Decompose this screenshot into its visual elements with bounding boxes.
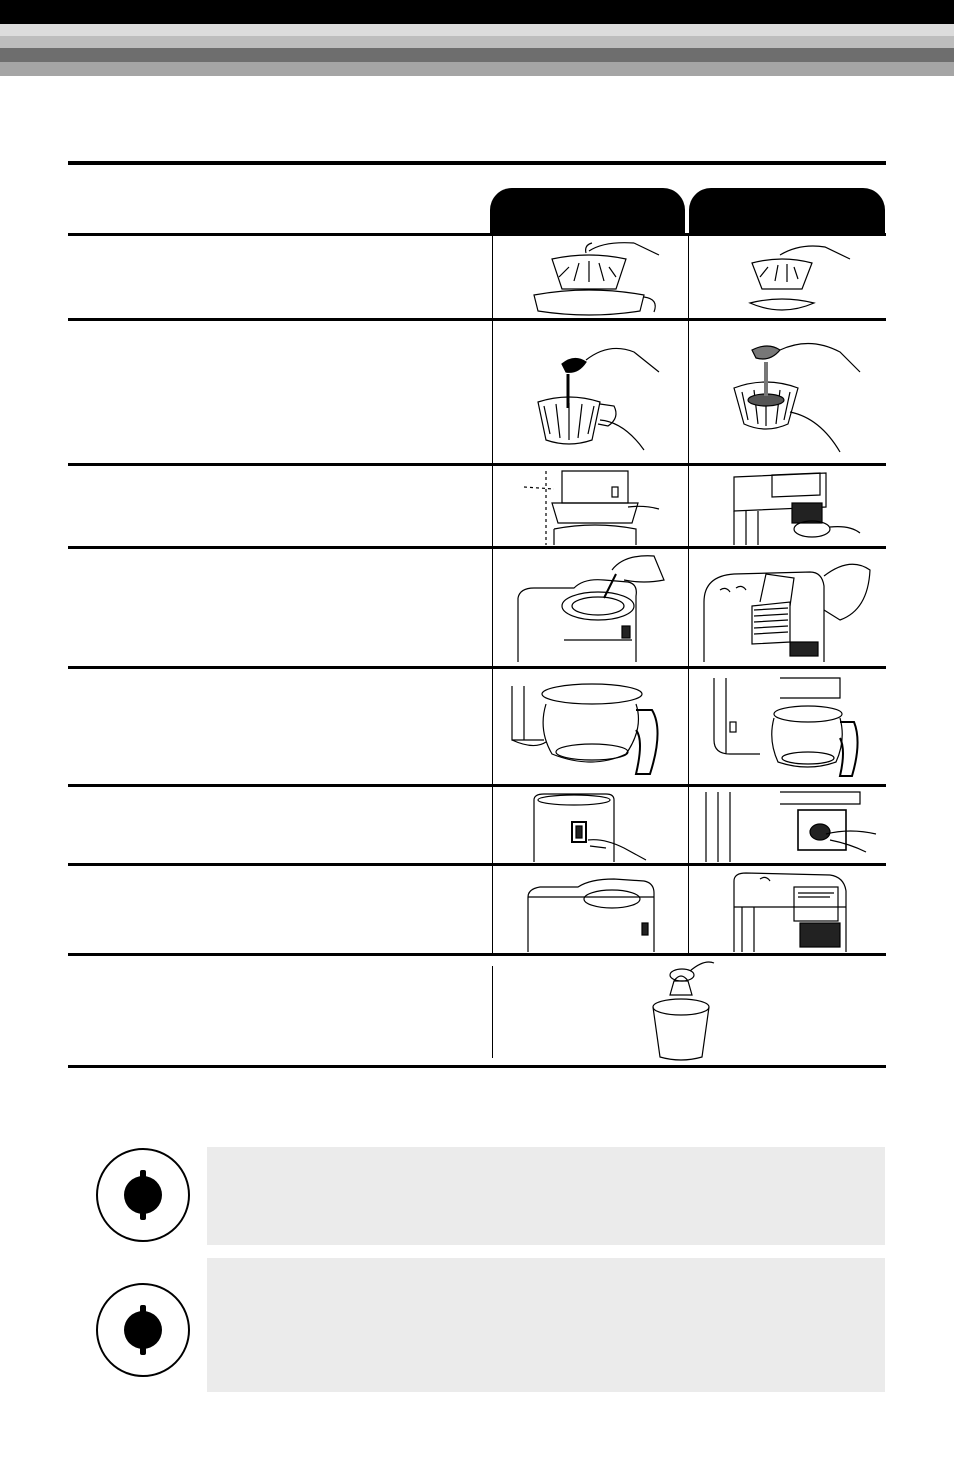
caution-icon-notch-bottom <box>140 1212 146 1220</box>
row-rule <box>68 784 886 787</box>
step-text-7 <box>70 870 485 951</box>
step-text-4 <box>70 553 485 664</box>
carafe-icon <box>494 670 687 783</box>
header-stripe-gray <box>0 62 954 76</box>
column-divider <box>688 236 689 318</box>
column-divider <box>492 966 493 1058</box>
add-coffee-icon <box>690 322 884 462</box>
column-divider <box>688 866 689 953</box>
filter-insert-icon <box>690 237 884 317</box>
column-divider <box>688 669 689 784</box>
brewer-closed-icon <box>690 867 884 952</box>
step-text-8 <box>70 960 485 1063</box>
caution-icon-notch-bottom <box>140 1347 146 1355</box>
slide-funnel-icon <box>690 467 884 545</box>
add-coffee-icon <box>494 322 687 462</box>
column-divider <box>492 549 493 666</box>
step-text-5 <box>70 673 485 782</box>
header-stripe-light <box>0 24 954 36</box>
row-rule <box>68 233 886 236</box>
caution-icon-dot <box>124 1176 162 1214</box>
switch-on-icon <box>690 788 884 862</box>
pour-water-icon <box>494 550 687 665</box>
step-text-2 <box>70 325 485 461</box>
brewer-closed-icon <box>494 867 687 952</box>
column-tab-right <box>689 188 885 233</box>
step-text-1 <box>70 240 485 316</box>
column-divider <box>688 466 689 546</box>
filter-insert-icon <box>494 237 687 317</box>
header-stripe-black <box>0 0 954 24</box>
caution-icon <box>96 1283 190 1377</box>
row-rule <box>68 863 886 866</box>
column-divider <box>492 669 493 784</box>
slide-funnel-icon <box>494 467 687 545</box>
column-divider <box>688 321 689 463</box>
column-divider <box>492 321 493 463</box>
column-divider <box>688 549 689 666</box>
switch-on-icon <box>494 788 687 862</box>
table-top-rule <box>68 161 886 165</box>
row-rule <box>68 546 886 549</box>
column-divider <box>688 787 689 863</box>
note-panel-2 <box>207 1258 885 1392</box>
open-lid-icon <box>690 550 884 665</box>
step-text-3 <box>70 470 485 544</box>
caution-icon <box>96 1148 190 1242</box>
column-tab-left <box>490 188 685 233</box>
row-rule <box>68 953 886 956</box>
step-text-6 <box>70 791 485 861</box>
carafe-icon <box>690 670 884 783</box>
header-stripe-silver <box>0 36 954 48</box>
discard-filter-icon <box>494 957 884 1063</box>
column-divider <box>492 787 493 863</box>
row-rule <box>68 666 886 669</box>
row-rule <box>68 318 886 321</box>
table-bottom-rule <box>68 1065 886 1068</box>
column-divider <box>492 866 493 953</box>
row-rule <box>68 463 886 466</box>
header-stripe-dark <box>0 48 954 62</box>
note-panel-1 <box>207 1147 885 1245</box>
caution-icon-dot <box>124 1311 162 1349</box>
column-divider <box>492 466 493 546</box>
column-divider <box>492 236 493 318</box>
